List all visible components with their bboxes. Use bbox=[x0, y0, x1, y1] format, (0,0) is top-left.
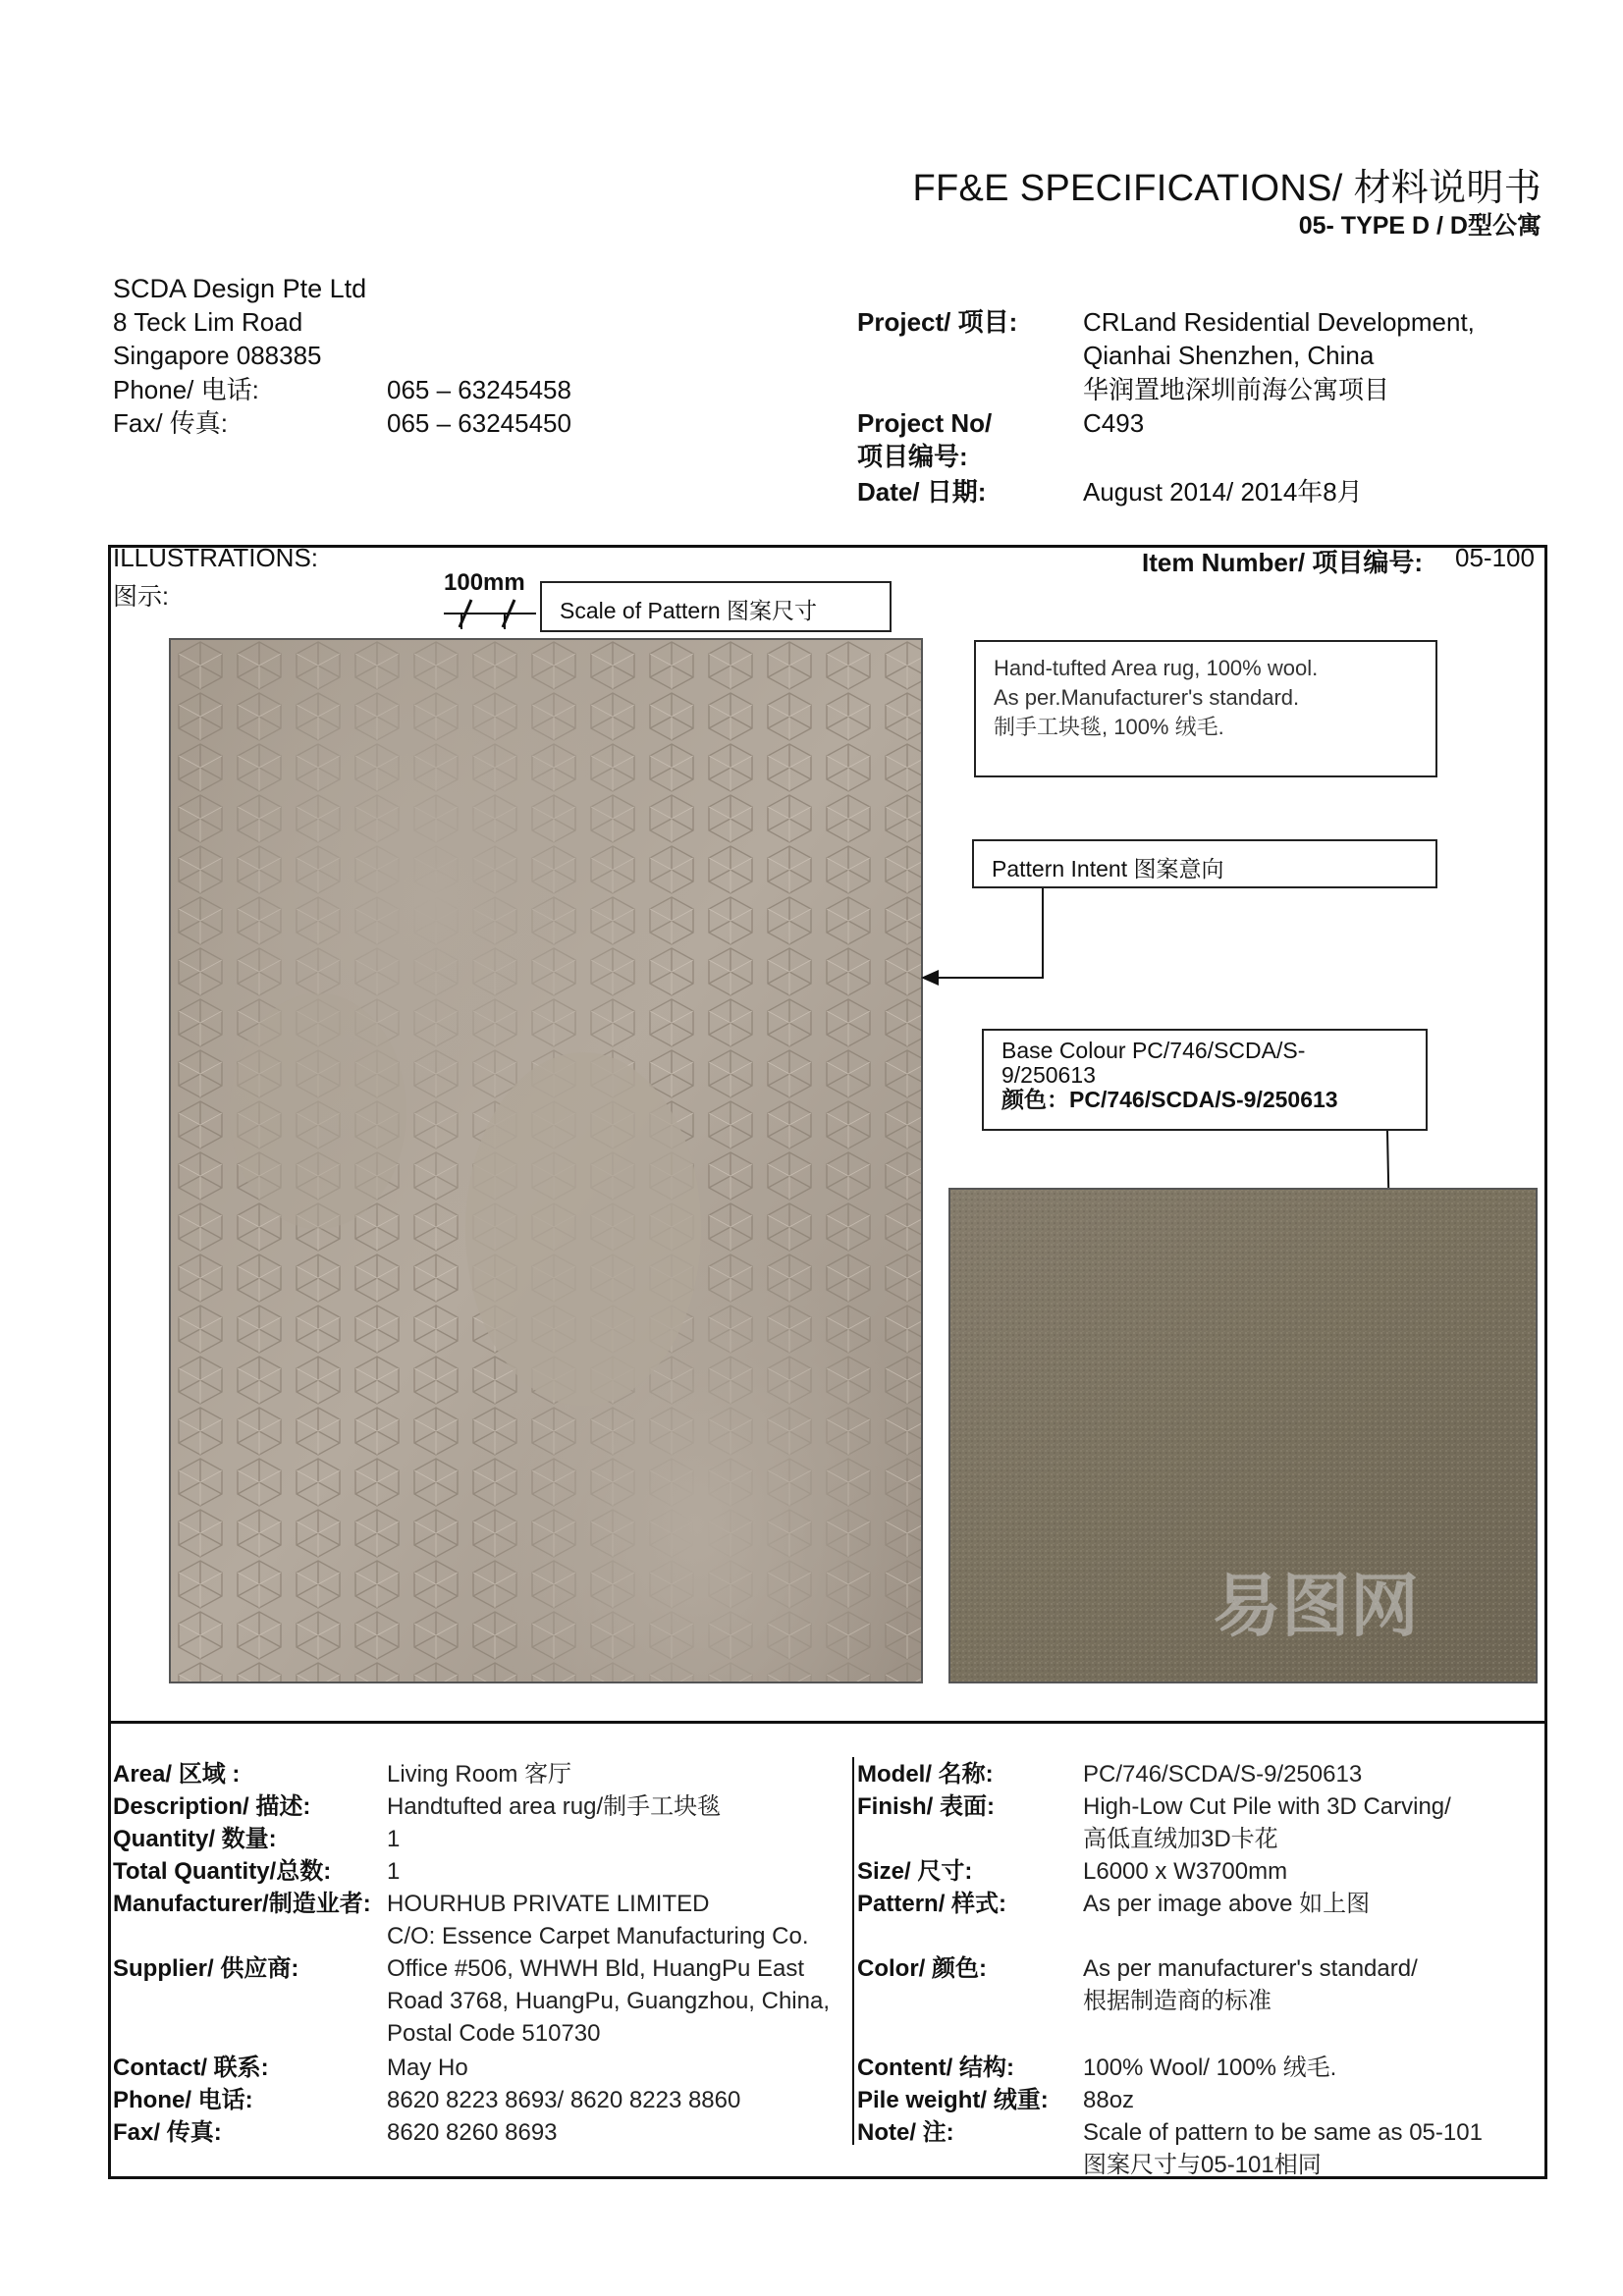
description-line2: As per.Manufacturer's standard. bbox=[994, 685, 1300, 710]
pile-weight-value: 88oz bbox=[1083, 2087, 1135, 2113]
total-quantity-value: 1 bbox=[387, 1858, 401, 1885]
size-label: Size/ 尺寸: bbox=[857, 1858, 973, 1885]
contact-fax-value: 8620 8260 8693 bbox=[387, 2119, 558, 2146]
color-value: As per manufacturer's standard/ bbox=[1083, 1955, 1418, 1982]
manufacturer-label: Manufacturer/制造业者: bbox=[113, 1891, 371, 1917]
item-number-label: Item Number/ 项目编号: bbox=[1142, 548, 1424, 577]
manufacturer-value: HOURHUB PRIVATE LIMITED bbox=[387, 1891, 710, 1917]
rug-pattern-image bbox=[169, 638, 923, 1683]
note-value: Scale of pattern to be same as 05-101 bbox=[1083, 2119, 1483, 2146]
size-value: L6000 x W3700mm bbox=[1083, 1858, 1288, 1885]
illustrations-label: ILLUSTRATIONS: bbox=[113, 543, 319, 572]
contact-phone-label: Phone/ 电话: bbox=[113, 2087, 253, 2113]
supplier-label: Supplier/ 供应商: bbox=[113, 1955, 299, 1982]
contact-value: May Ho bbox=[387, 2055, 468, 2081]
model-label: Model/ 名称: bbox=[857, 1761, 994, 1788]
scale-of-pattern-text: Scale of Pattern 图案尺寸 bbox=[560, 598, 818, 623]
date-label: Date/ 日期: bbox=[857, 477, 987, 507]
pattern-intent-text: Pattern Intent 图案意向 bbox=[992, 856, 1224, 881]
document-subtitle: 05- TYPE D / D型公寓 bbox=[1298, 212, 1542, 240]
pattern-label: Pattern/ 样式: bbox=[857, 1891, 1007, 1917]
scale-bar-icon bbox=[442, 594, 540, 633]
pattern-intent-box bbox=[972, 839, 1437, 888]
description-box bbox=[974, 640, 1437, 777]
base-colour-line1: Base Colour PC/746/SCDA/S- bbox=[1001, 1038, 1306, 1063]
company-phone: 065 – 63245458 bbox=[387, 375, 571, 404]
finish-value: High-Low Cut Pile with 3D Carving/ bbox=[1083, 1793, 1451, 1820]
contact-fax-label: Fax/ 传真: bbox=[113, 2119, 222, 2146]
supplier-value-line2: Road 3768, HuangPu, Guangzhou, China, bbox=[387, 1988, 830, 2014]
model-value: PC/746/SCDA/S-9/250613 bbox=[1083, 1761, 1363, 1788]
scale-of-pattern-box bbox=[540, 581, 892, 632]
description-label: Description/ 描述: bbox=[113, 1793, 311, 1820]
company-fax: 065 – 63245450 bbox=[387, 408, 571, 438]
date-value: August 2014/ 2014年8月 bbox=[1083, 477, 1363, 507]
project-line3: 华润置地深圳前海公寓项目 bbox=[1083, 375, 1390, 404]
document-title: FF&E SPECIFICATIONS/ 材料说明书 bbox=[912, 168, 1542, 209]
content-label: Content/ 结构: bbox=[857, 2055, 1014, 2081]
company-address-line2: Singapore 088385 bbox=[113, 341, 322, 370]
company-phone-label: Phone/ 电话: bbox=[113, 375, 259, 404]
company-name: SCDA Design Pte Ltd bbox=[113, 274, 367, 303]
contact-label: Contact/ 联系: bbox=[113, 2055, 269, 2081]
pattern-value: As per image above 如上图 bbox=[1083, 1891, 1371, 1917]
project-line2: Qianhai Shenzhen, China bbox=[1083, 341, 1375, 370]
content-value: 100% Wool/ 100% 绒毛. bbox=[1083, 2055, 1337, 2081]
section-divider bbox=[108, 1721, 1547, 1724]
project-number-label: Project No/ bbox=[857, 408, 993, 438]
contact-phone-value: 8620 8223 8693/ 8620 8223 8860 bbox=[387, 2087, 741, 2113]
pile-weight-label: Pile weight/ 绒重: bbox=[857, 2087, 1049, 2113]
color-value-line2: 根据制造商的标准 bbox=[1083, 1988, 1271, 2014]
quantity-value: 1 bbox=[387, 1826, 401, 1852]
pattern-intent-arrow-icon bbox=[913, 883, 1051, 991]
company-address-line1: 8 Teck Lim Road bbox=[113, 307, 303, 337]
area-label: Area/ 区域 : bbox=[113, 1761, 241, 1788]
illustrations-label-cn: 图示: bbox=[113, 583, 169, 611]
column-divider bbox=[852, 1757, 854, 2145]
base-colour-box bbox=[982, 1029, 1428, 1131]
project-number-label-cn: 项目编号: bbox=[857, 442, 968, 471]
area-value: Living Room 客厅 bbox=[387, 1761, 572, 1788]
note-label: Note/ 注: bbox=[857, 2119, 954, 2146]
color-label: Color/ 颜色: bbox=[857, 1955, 987, 1982]
finish-label: Finish/ 表面: bbox=[857, 1793, 995, 1820]
description-line1: Hand-tufted Area rug, 100% wool. bbox=[994, 656, 1319, 680]
description-line3: 制手工块毯, 100% 绒毛. bbox=[994, 715, 1224, 739]
total-quantity-label: Total Quantity/总数: bbox=[113, 1858, 332, 1885]
quantity-label: Quantity/ 数量: bbox=[113, 1826, 277, 1852]
manufacturer-value-line2: C/O: Essence Carpet Manufacturing Co. bbox=[387, 1923, 809, 1949]
project-line1: CRLand Residential Development, bbox=[1083, 307, 1475, 337]
base-colour-line3: 颜色：PC/746/SCDA/S-9/250613 bbox=[1001, 1087, 1338, 1112]
base-colour-line2: 9/250613 bbox=[1001, 1062, 1096, 1088]
supplier-value-line3: Postal Code 510730 bbox=[387, 2020, 601, 2047]
finish-value-line2: 高低直绒加3D卡花 bbox=[1083, 1826, 1278, 1852]
item-number: 05-100 bbox=[1455, 543, 1535, 572]
description-value: Handtufted area rug/制手工块毯 bbox=[387, 1793, 722, 1820]
project-number: C493 bbox=[1083, 408, 1145, 438]
project-label: Project/ 项目: bbox=[857, 307, 1018, 337]
company-fax-label: Fax/ 传真: bbox=[113, 408, 229, 438]
supplier-value: Office #506, WHWH Bld, HuangPu East bbox=[387, 1955, 805, 1982]
watermark-logo: 易图网 bbox=[1213, 1568, 1419, 1644]
note-value-line2: 图案尺寸与05-101相同 bbox=[1083, 2152, 1322, 2178]
scale-mark-label: 100mm bbox=[444, 569, 525, 596]
